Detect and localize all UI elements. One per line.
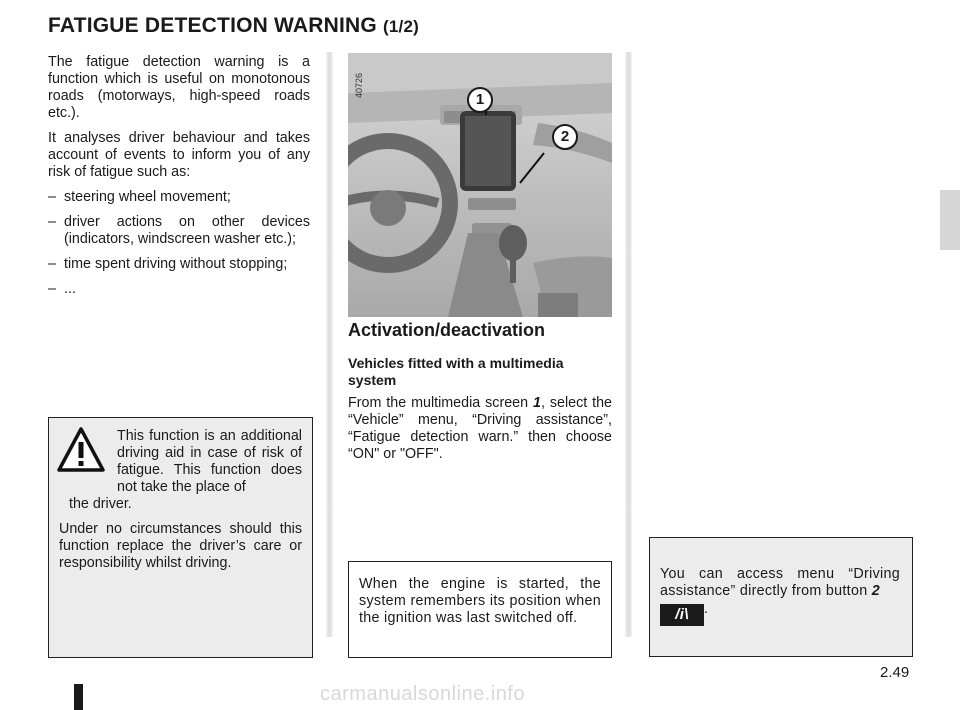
callout-1: 1 [467,87,493,113]
section-subheading: Vehicles fitted with a multimedia system [348,355,564,388]
page-number: 2.49 [880,664,910,681]
page-title-part: (1/2) [383,17,419,36]
fatigue-events-list [48,189,310,298]
memory-note-box [348,561,612,658]
activation-text-pre: From the multimedia screen [348,395,533,411]
button-reference: 2 [871,583,880,599]
access-note-text-pre: You can access menu “Driving assistance” directly from button [660,566,900,599]
warning-triangle-icon [57,426,105,474]
memory-note-text: When the engine is started, the system remembers its position when the ignition was last switched off. [359,576,601,626]
access-note-box [649,537,913,657]
list-item [48,214,310,248]
corner-mark [74,684,83,710]
list-item [48,281,310,298]
list-item-text: ... [64,281,76,297]
list-dash: – [48,256,56,272]
chapter-edge-tab [940,190,960,250]
warning-text-1-tail: the driver. [69,496,132,512]
access-note-text [660,566,900,626]
driving-assistance-button-icon: /i\ [660,604,704,626]
intro-paragraph-1: The fatigue detection warning is a function which is useful on monotonous roads (motorways, high-speed roads etc.). [48,54,310,121]
list-item-text: time spent driving without stopping; [64,256,288,272]
column-separator-right [625,52,632,637]
intro-paragraph-2: It analyses driver behaviour and takes account of events to inform you of any risk of fatigue such as: [48,130,310,180]
warning-box [48,417,313,658]
screen-reference: 1 [533,395,541,411]
activation-instructions [348,395,612,463]
column-separator-left [326,52,333,637]
intro-section [48,54,310,306]
callout-2: 2 [552,124,578,150]
list-item [48,256,310,273]
activation-text-post: , select the “Vehicle” menu, “Driving assistance”, “Fatigue detection warn.” then choose “ON" or "OFF". [348,395,613,462]
warning-text-2: Under no circumstances should this function replace the driver’s care or responsibility whilst driving. [59,521,302,571]
access-note-text-end: . [704,601,709,617]
section-heading: Activation/deactivation [348,320,546,340]
page-title [48,14,419,38]
list-dash: – [48,281,56,297]
list-item-text: driver actions on other devices (indicators, windscreen washer etc.); [64,214,310,247]
list-item-text: steering wheel movement; [64,189,231,205]
watermark-text: carmanualsonline.info [320,683,526,705]
list-dash: – [48,214,56,230]
warning-text-1-main: This function is an additional driving aid in case of risk of fatigue. This function does not take the place of [117,428,302,495]
figure-reference: 40726 [354,72,364,98]
page-title-main: FATIGUE DETECTION WARNING [48,14,377,37]
list-item [48,189,310,206]
list-dash: – [48,189,56,205]
